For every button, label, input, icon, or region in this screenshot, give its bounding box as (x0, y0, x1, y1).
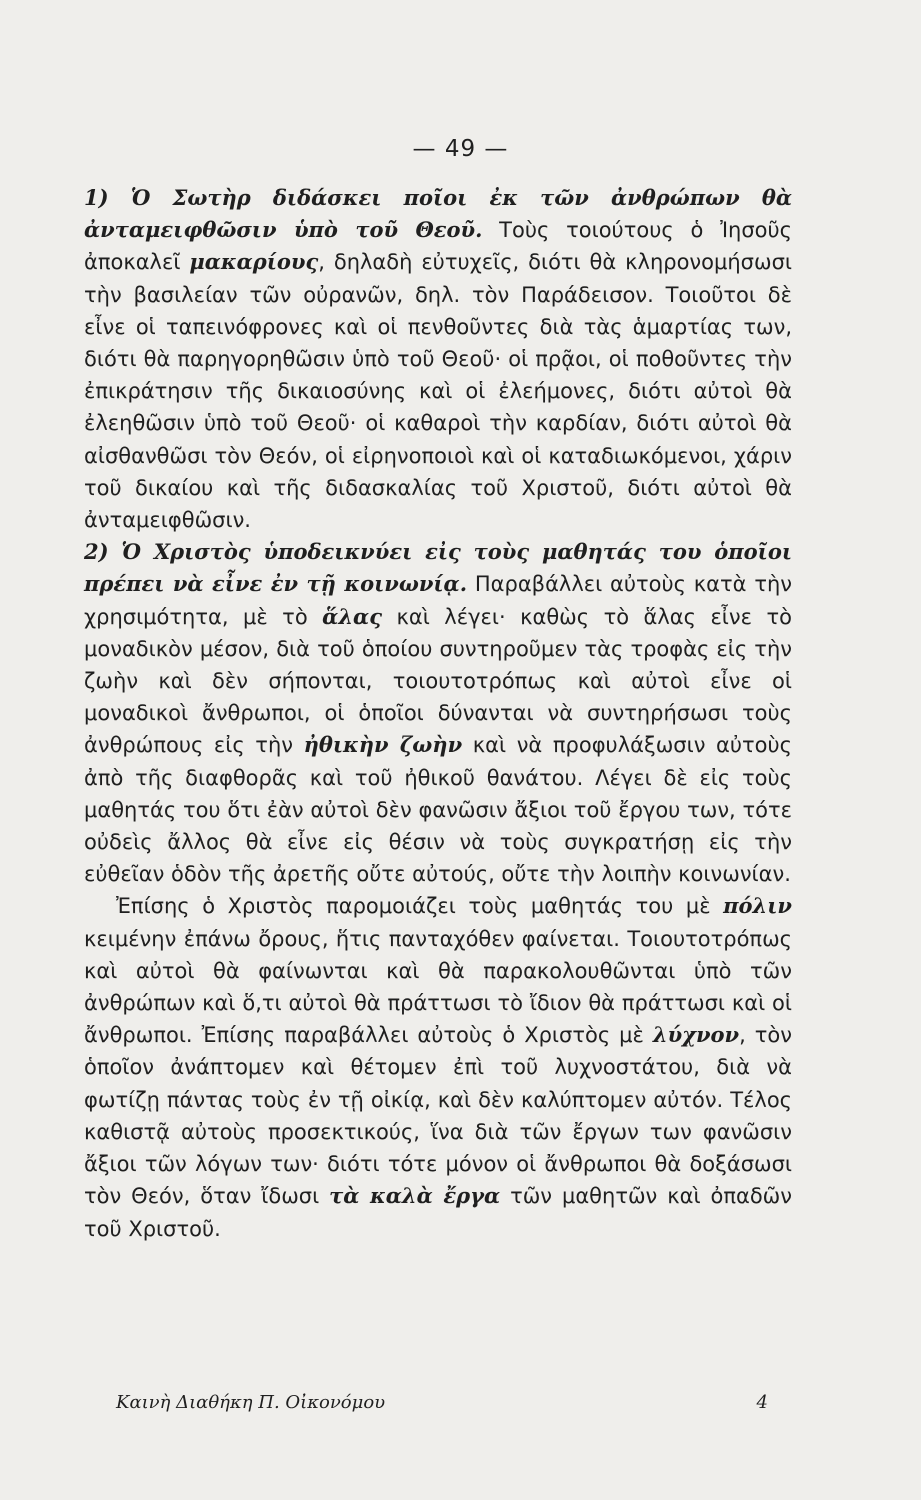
emphasis-text: Ὁ Χριστὸς ὑποδεικνύει εἰς τοὺς μαθητάς του ὁποῖοι πρέπει νὰ εἶνε ἐν τῇ κοινωνίᾳ. (84, 539, 793, 597)
emphasis-text: ἅλας (322, 603, 382, 629)
body-text-run: τῶν μαθητῶν καὶ ὀπαδῶν τοῦ Χριστοῦ. (84, 1184, 792, 1241)
emphasis-text: 2) (84, 539, 122, 565)
page-number: — 49 — (412, 136, 509, 162)
footer-book-title: Καινὴ Διαθήκη Π. Οἰκονόμου (116, 1392, 386, 1413)
page-footer (116, 1392, 768, 1413)
paragraph-3 (84, 890, 792, 1244)
body-text-run: , τὸν ὁποῖον ἀνάπτομεν καὶ θέτομεν ἐπὶ τοῦ λυχνοστάτου, διὰ νὰ φωτίζῃ πάντας τοὺς ἐν τῇ οἰκίᾳ, καὶ δὲν καλύπτομεν αὐτόν. Τέλος καθιστᾷ αὐτοὺς προσεκτικούς, ἵνα διὰ τῶν ἔργων των φανῶσιν ἄξιοι τῶν λόγων των· διότι τότε μόνον οἱ ἄνθρωποι θὰ δοξάσωσι τὸν Θεόν, ὅταν ἴδωσι (84, 1023, 792, 1209)
emphasis-text: τὰ καλὰ ἔργα (329, 1183, 501, 1209)
body-text-run: καὶ νὰ προφυλάξωσιν αὐτοὺς ἀπὸ τῆς διαφθορᾶς καὶ τοῦ ἠθικοῦ θανάτου. Λέγει δὲ εἰς τοὺς μαθητάς του ὅτι ἐὰν αὐτοὶ δὲν φανῶσιν ἄξιοι τοῦ ἔργου των, τότε οὐδεὶς ἄλλος θὰ εἶνε εἰς θέσιν νὰ τοὺς συγκρατήσῃ εἰς τὴν εὐθεῖαν ὁδὸν τῆς ἀρετῆς οὔτε αὐτούς, οὔτε τὴν λοιπὴν κοινωνίαν. (84, 733, 792, 887)
footer-signature-mark: 4 (756, 1392, 768, 1413)
body-text-run: Τοὺς τοιούτους ὁ Ἰησοῦς ἀποκαλεῖ (84, 218, 792, 275)
emphasis-text: Ὁ Σωτὴρ διδάσκει ποῖοι ἐκ τῶν ἀνθρώπων θὰ ἀνταμειφθῶσιν ὑπὸ τοῦ Θεοῦ. (84, 185, 792, 243)
body-text-run: καὶ λέγει· καθὼς τὸ ἅλας εἶνε τὸ μοναδικὸν μέσον, διὰ τοῦ ὁποίου συντηροῦμεν τὰς τροφὰς εἰς τὴν ζωὴν καὶ δὲν σήπονται, τοιουτοτρόπως καὶ αὐτοὶ εἶνε οἱ μοναδικοὶ ἄνθρωποι, οἱ ὁποῖοι δύνανται νὰ συντηρήσωσι τοὺς ἀνθρώπους εἰς τὴν (84, 604, 792, 758)
body-text (84, 182, 792, 1245)
emphasis-text: ἠθικὴν ζωὴν (303, 732, 463, 758)
body-text-run: Ἐπίσης ὁ Χριστὸς παρομοιάζει τοὺς μαθητάς του μὲ (116, 894, 724, 919)
emphasis-text: πόλιν (723, 893, 792, 919)
body-text-run: Παραβάλλει αὐτοὺς κατὰ τὴν χρησιμότητα, μὲ τὸ (84, 572, 792, 629)
emphasis-text: μακαρίους (189, 249, 319, 275)
paragraph-2 (84, 536, 792, 890)
paragraph-1 (84, 182, 792, 536)
body-text-run: κειμένην ἐπάνω ὄρους, ἥτις πανταχόθεν φαίνεται. Τοιουτοτρόπως καὶ αὐτοὶ θὰ φαίνωνται καὶ θὰ παρακολουθῶνται ὑπὸ τῶν ἀνθρώπων καὶ ὅ,τι αὐτοὶ θὰ πράττωσι τὸ ἴδιον θὰ πράττωσι καὶ οἱ ἄνθρωποι. Ἐπίσης παραβάλλει αὐτοὺς ὁ Χριστὸς μὲ (84, 926, 792, 1048)
emphasis-text: λύχνον (652, 1022, 740, 1048)
emphasis-text: 1) (84, 185, 131, 210)
body-text-run: , δηλαδὴ εὐτυχεῖς, διότι θὰ κληρονομήσωσι τὴν βασιλείαν τῶν οὐρανῶν, δηλ. τὸν Παράδεισον. Τοιοῦτοι δὲ εἶνε οἱ ταπεινόφρονες καὶ οἱ πενθοῦντες διὰ τὰς ἁμαρτίας των, διότι θὰ παρηγορηθῶσιν ὑπὸ τοῦ Θεοῦ· οἱ πρᾷοι, οἱ ποθοῦντες τὴν ἐπικράτησιν τῆς δικαιοσύνης καὶ οἱ ἐλεήμονες, διότι αὐτοὶ θὰ ἐλεηθῶσιν ὑπὸ τοῦ Θεοῦ· οἱ καθαροὶ τὴν καρδίαν, διότι αὐτοὶ θὰ αἰσθανθῶσι τὸν Θεόν, οἱ εἰρηνοποιοὶ καὶ οἱ καταδιωκόμενοι, χάριν τοῦ δικαίου καὶ τῆς διδασκαλίας τοῦ Χριστοῦ, διότι αὐτοὶ θὰ ἀνταμειφθῶσιν. (84, 250, 792, 533)
